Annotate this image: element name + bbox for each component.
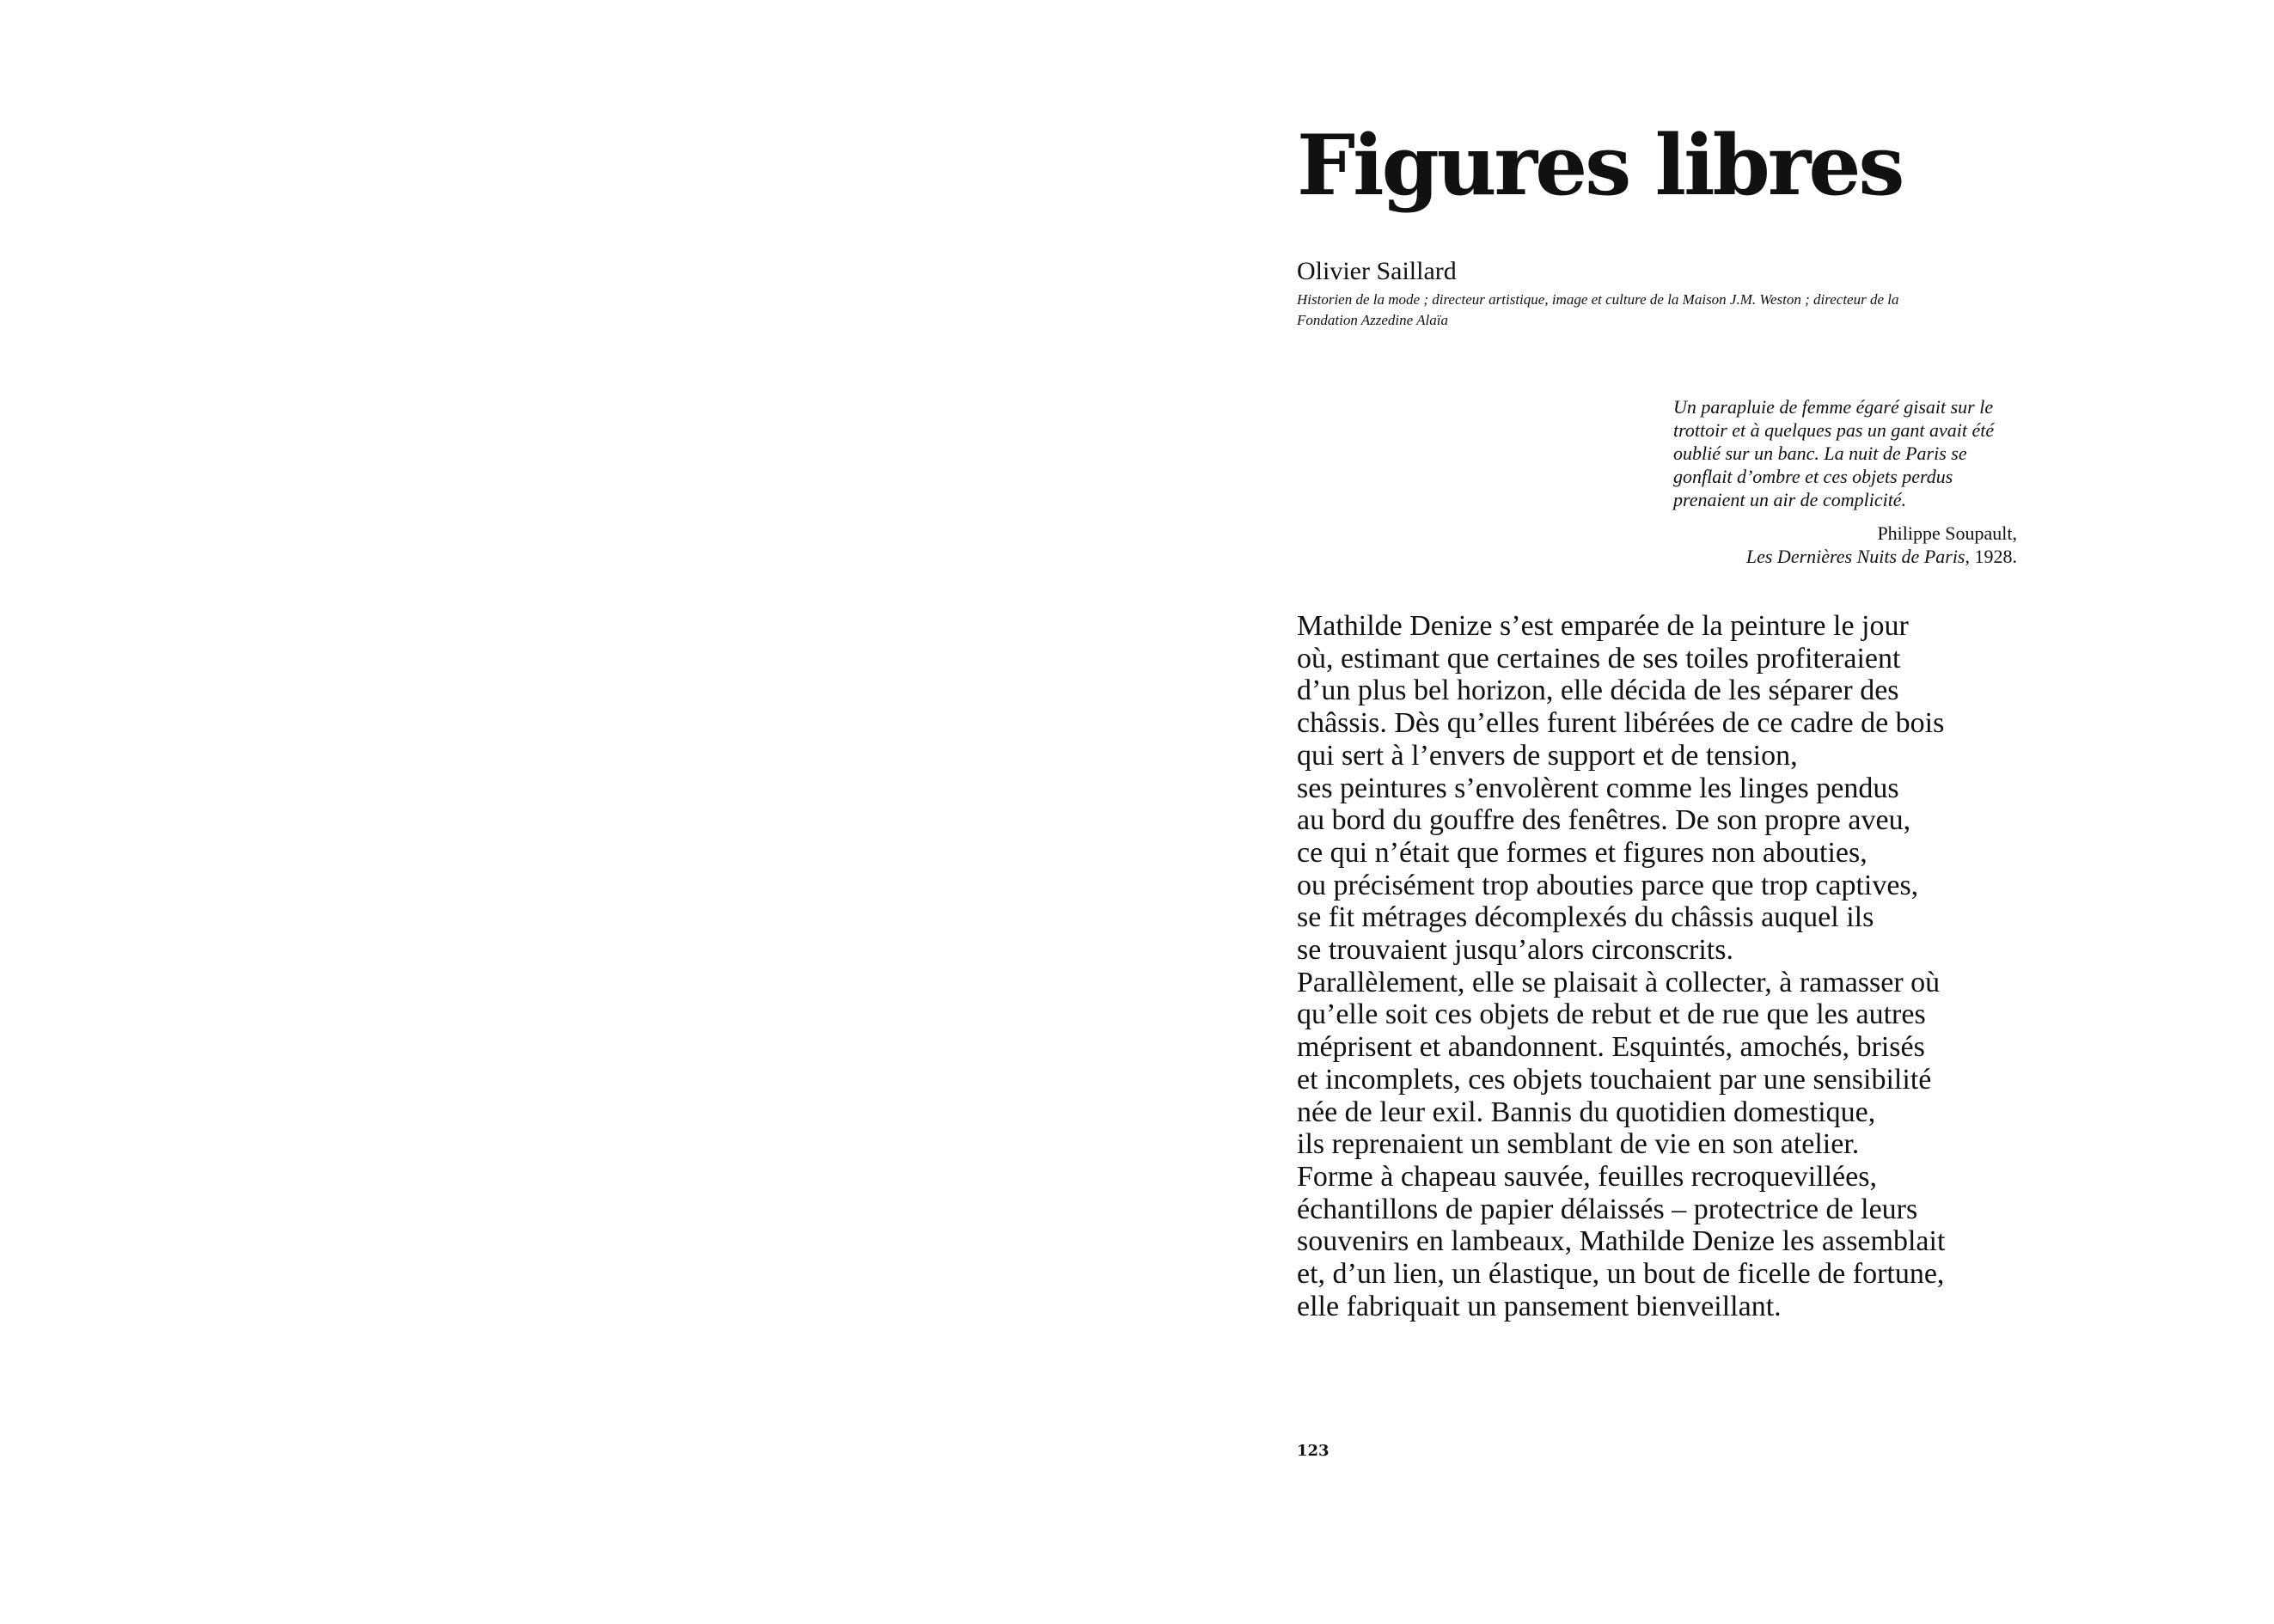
body-line: et, d’un lien, un élastique, un bout de ficelle de fortune,: [1297, 1258, 1945, 1291]
body-line: se fit métrages décomplexés du châssis auquel ils: [1297, 901, 1874, 934]
body-line: elle fabriquait un pansement bienveillant.: [1297, 1290, 1782, 1322]
body-line: ce qui n’était que formes et figures non abouties,: [1297, 836, 1867, 869]
body-line: souvenirs en lambeaux, Mathilde Denize les assemblait: [1297, 1225, 1946, 1258]
body-text: [1297, 610, 2027, 1322]
body-line: née de leur exil. Bannis du quotidien domestique,: [1297, 1096, 1876, 1128]
body-line: Forme à chapeau sauvée, feuilles recroquevillées,: [1297, 1160, 1877, 1193]
body-line: qui sert à l’envers de support et de tension,: [1297, 739, 1798, 772]
body-line: échantillons de papier délaissés – protectrice de leurs: [1297, 1193, 1918, 1225]
author-name: Olivier Saillard: [1297, 257, 1457, 285]
body-line: et incomplets, ces objets touchaient par une sensibilité: [1297, 1063, 1932, 1096]
body-line: ils reprenaient un semblant de vie en son atelier.: [1297, 1128, 1860, 1161]
body-line: méprisent et abandonnent. Esquintés, amochés, brisés: [1297, 1031, 1925, 1064]
epigraph-work: Les Dernières Nuits de Paris: [1745, 546, 1965, 567]
article-title: Figures libres: [1297, 117, 1903, 214]
epigraph-year: , 1928.: [1965, 546, 2017, 567]
epigraph-attribution: [1673, 522, 2017, 568]
right-page: [1137, 0, 2274, 1624]
body-line: au bord du gouffre des fenêtres. De son propre aveu,: [1297, 804, 1911, 837]
body-line: d’un plus bel horizon, elle décida de les séparer des: [1297, 675, 1899, 707]
author-role: Historien de la mode ; directeur artistique, image et culture de la Maison J.M. Weston ; directeur de la Fondation Azzedine Alaïa: [1297, 291, 1899, 328]
body-line: châssis. Dès qu’elles furent libérées de ce cadre de bois: [1297, 707, 1945, 740]
epigraph-quote: Un parapluie de femme égaré gisait sur le trottoir et à quelques pas un gant avait été oublié sur un banc. La nuit de Paris se gonflait d’ombre et ces objets perdus prenaient un air de complicité.: [1673, 396, 1995, 510]
page-number: 123: [1297, 1442, 1330, 1460]
body-line: qu’elle soit ces objets de rebut et de rue que les autres: [1297, 998, 1926, 1031]
body-line: ou précisément trop abouties parce que trop captives,: [1297, 869, 1919, 901]
body-line: se trouvaient jusqu’alors circonscrits.: [1297, 934, 1733, 967]
body-line: ses peintures s’envolèrent comme les linges pendus: [1297, 772, 1899, 804]
epigraph-author: Philippe Soupault,: [1877, 522, 2017, 544]
epigraph: [1673, 395, 2017, 568]
body-line: où, estimant que certaines de ses toiles profiteraient: [1297, 642, 1901, 675]
body-line: Mathilde Denize s’est emparée de la peinture le jour: [1297, 610, 1909, 642]
body-line: Parallèlement, elle se plaisait à collecter, à ramasser où: [1297, 966, 1941, 998]
